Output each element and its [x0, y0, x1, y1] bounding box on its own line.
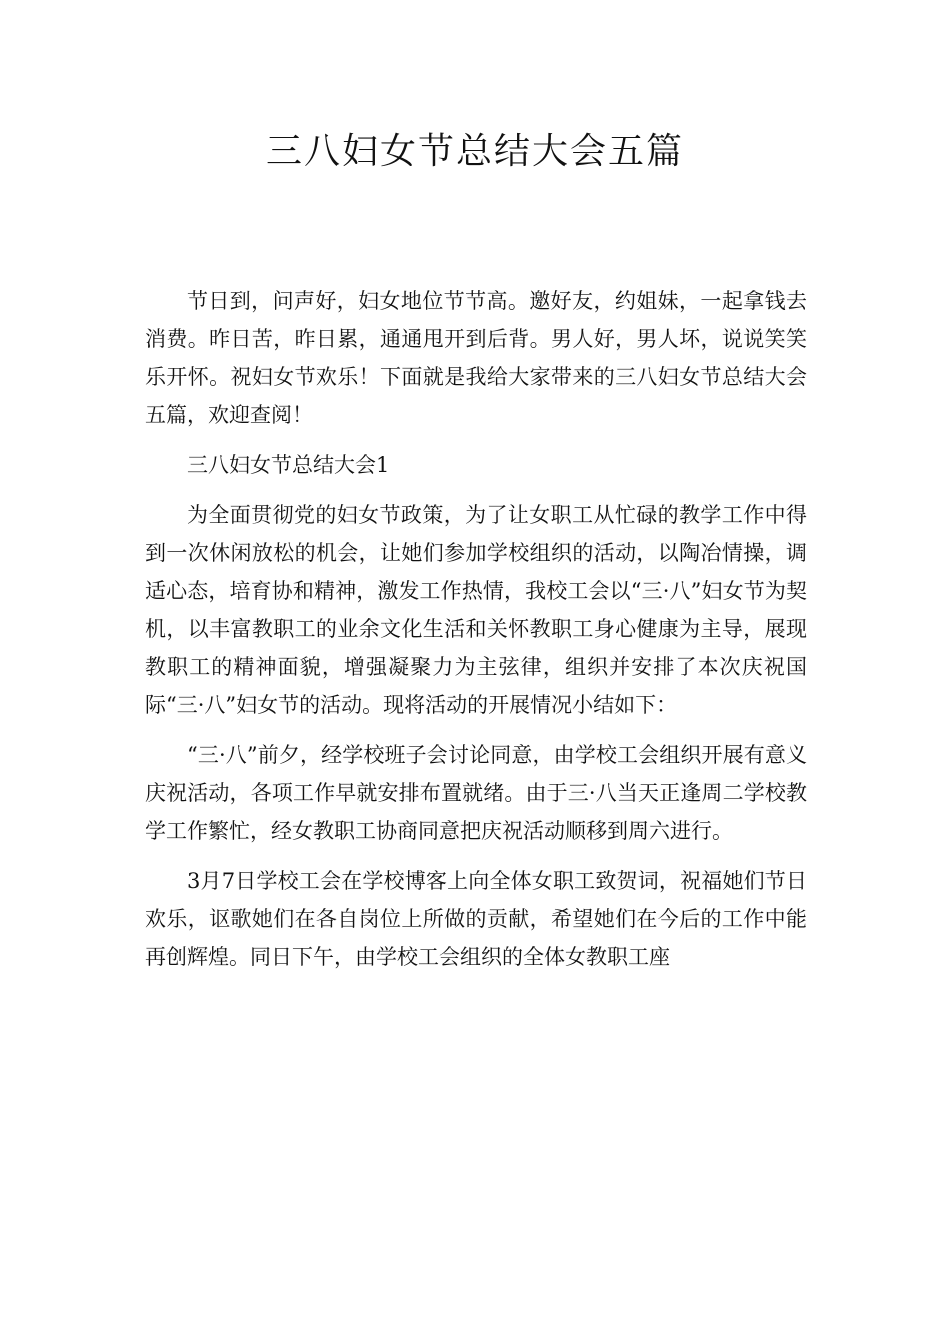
document-title: 三八妇女节总结大会五篇: [265, 131, 684, 172]
intro-paragraph: 节日到，问声好，妇女地位节节高。邀好友，约姐妹，一起拿钱去消费。昨日苦，昨日累，通通甩开到后背。男人好，男人坏，说说笑笑乐开怀。祝妇女节欢乐！下面就是我给大家带来的三八妇女节总结大会五篇，欢迎查阅！: [145, 289, 807, 427]
body-paragraph: “三·八”前夕，经学校班子会讨论同意，由学校工会组织开展有意义庆祝活动，各项工作早就安排布置就绪。由于三·八当天正逢周二学校教学工作繁忙，经女教职工协商同意把庆祝活动顺移到周六进行。: [145, 743, 807, 843]
body-paragraph: 3月7日学校工会在学校博客上向全体女职工致贺词，祝福她们节日欢乐，讴歌她们在各自岗位上所做的贡献，希望她们在今后的工作中能再创辉煌。同日下午，由学校工会组织的全体女教职工座: [145, 869, 807, 969]
section-heading: 三八妇女节总结大会1: [187, 453, 390, 477]
document-body: [145, 282, 807, 976]
body-paragraph: 为全面贯彻党的妇女节政策，为了让女职工从忙碌的教学工作中得到一次休闲放松的机会，让她们参加学校组织的活动，以陶冶情操，调适心态，培育协和精神，激发工作热情，我校工会以“三·八”妇女节为契机，以丰富教职工的业余文化生活和关怀教职工身心健康为主导，展现教职工的精神面貌，增强凝聚力为主弦律，组织并安排了本次庆祝国际“三·八”妇女节的活动。现将活动的开展情况小结如下：: [145, 503, 807, 717]
